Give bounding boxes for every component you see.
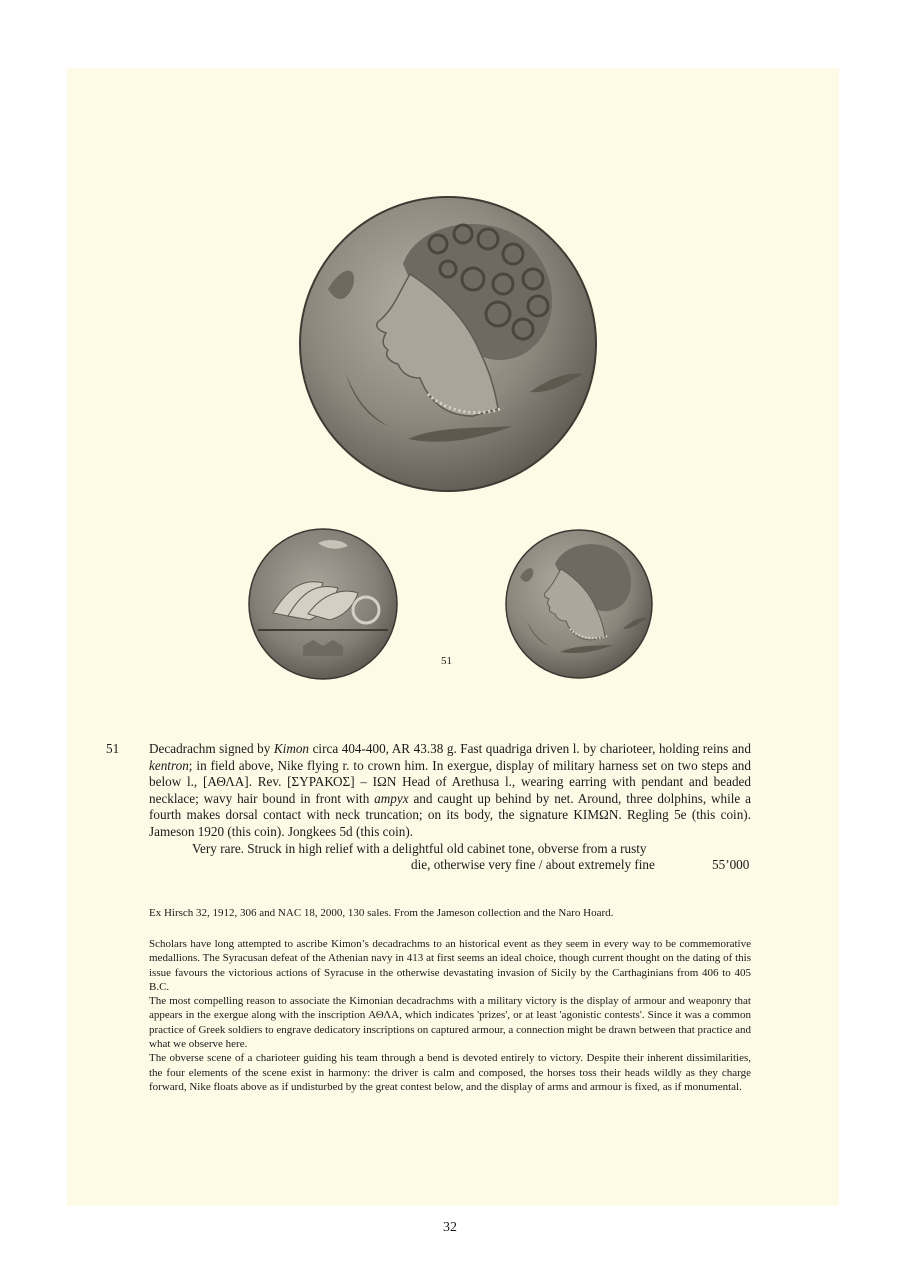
- lot-label: 51: [441, 655, 452, 667]
- commentary-paragraph: The most compelling reason to associate the Kimonian decadrachms with a military victory is the display of armour and weaponry that appears in the exergue along with the inscription ΑΘΛΑ, which indicates 'prizes', or at least 'agonistic contests'. Since it was a common practice of Greek soldiers to engrave dedicatory inscriptions on captured armour, a connection might be drawn between that practice and what we observe here.: [149, 995, 751, 1051]
- lot-number: 51: [106, 741, 120, 756]
- estimate-price: 55’000: [712, 857, 750, 872]
- grade-line-2: die, otherwise very fine / about extremely fine: [411, 857, 655, 872]
- provenance-note: Ex Hirsch 32, 1912, 306 and NAC 18, 2000, 130 sales. From the Jameson collection and the Naro Hoard.: [149, 907, 614, 919]
- page-number: 32: [443, 1220, 457, 1235]
- enlarged-coin-image: [298, 194, 598, 494]
- reverse-coin-image: [505, 529, 653, 679]
- commentary-paragraph: The obverse scene of a charioteer guiding his team through a bend is devoted entirely to victory. Despite their inherent dissimilarities, the four elements of the scene exist in harmony: the driver is calm and composed, the horses toss their heads wildly as they charge forward, Nike floats above as if undisturbed by the great contest below, and the display of arms and armour is fixed, as if monumental.: [149, 1052, 751, 1093]
- commentary: [149, 937, 751, 1094]
- lot-description: Decadrachm signed by Kimon circa 404-400, AR 43.38 g. Fast quadriga driven l. by charioteer, holding reins and kentron; in field above, Nike flying r. to crown him. In exergue, display of military harness set on two steps and below l., [ΑΘΛΑ]. Rev. [ΣΥΡΑΚΟΣ] – ΙΩΝ Head of Arethusa l., wearing earring with pendant and beaded necklace; wavy hair bound in front with ampyx and caught up behind by net. Around, three dolphins, while a fourth makes dorsal contact with neck truncation; on its body, the signature ΚΙΜΩΝ. Regling 5e (this coin). Jameson 1920 (this coin). Jongkees 5d (this coin).: [149, 741, 751, 839]
- grade-line-1: Very rare. Struck in high relief with a delightful old cabinet tone, obverse from a rusty: [192, 841, 647, 856]
- obverse-coin-image: [248, 528, 398, 680]
- commentary-paragraph: Scholars have long attempted to ascribe Kimon’s decadrachms to an historical event as they seem in every way to be commemorative medallions. The Syracusan defeat of the Athenian navy in 413 at first seems an ideal choice, though current thought on the dating of this issue favours the victorious actions of Syracuse in the otherwise devastating invasion of Sicily by the Carthaginians from 406 to 405 B.C.: [149, 938, 751, 993]
